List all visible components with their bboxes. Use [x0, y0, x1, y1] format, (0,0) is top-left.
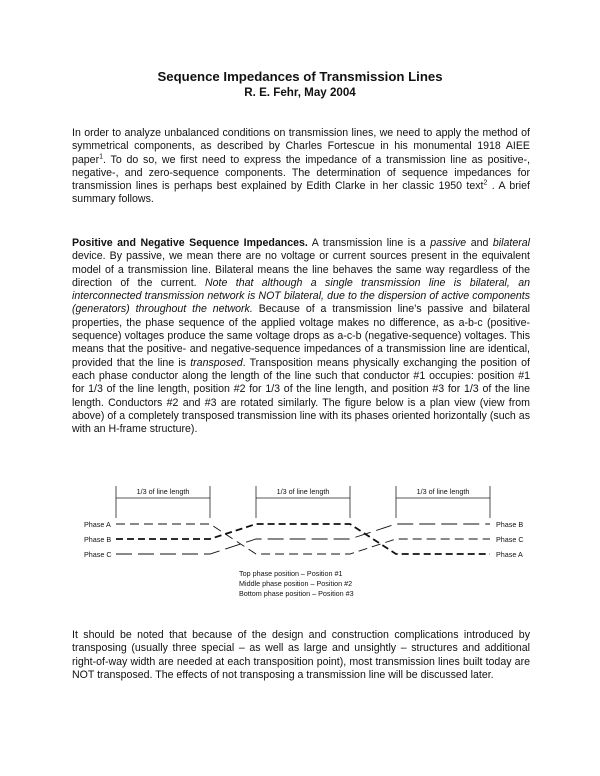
section-text-3: device. By passive, we mean there are no voltage or current sources present in the equivalent model of a transmission line. Bilateral means the line behaves the same way regardless of the direction of the current. — [72, 250, 530, 289]
legend-position-3: Bottom phase position – Position #3 — [239, 589, 354, 598]
term-passive: passive — [430, 237, 467, 249]
page-title: Sequence Impedances of Transmission Lines — [157, 69, 443, 84]
left-label-phase-b: Phase B — [84, 535, 112, 544]
intro-text-3: . A brief summary follows. — [72, 180, 530, 206]
intro-text-1: In order to analyze unbalanced conditions on transmission lines, we need to apply the method of symmetrical components, as described by Charles Fortescue in his monumental 1918 AIEE paper — [72, 127, 530, 166]
segment-label-3: 1/3 of line length — [416, 487, 470, 496]
intro-text-2: . To do so, we first need to express the impedance of a transmission line as positive-, negative-, and zero-sequence components. The determination of sequence impedances for transmission lines is perhaps best explained by Edith Clarke in her classic 1950 text — [72, 153, 530, 193]
transposition-figure — [0, 480, 600, 605]
section-text-2: and — [466, 237, 493, 249]
right-label-phase-c: Phase C — [496, 535, 524, 544]
term-transposed: transposed — [190, 356, 243, 369]
segment-label-2: 1/3 of line length — [276, 487, 330, 496]
reference-2: 2 — [483, 179, 488, 187]
author-line: R. E. Fehr, May 2004 — [244, 86, 356, 99]
network-note: Note that although a single transmission line is bilateral, an interconnected transmission network is NOT bilateral, due to the dispersion of active components (generators) throughout the network. — [72, 276, 531, 316]
section-heading: Positive and Negative Sequence Impedances. — [72, 237, 308, 249]
term-bilateral: bilateral — [492, 237, 530, 249]
legend-position-1: Top phase position – Position #1 — [239, 569, 343, 578]
left-label-phase-c: Phase C — [84, 550, 112, 559]
right-label-phase-a: Phase A — [496, 550, 523, 559]
closing-paragraph: It should be noted that because of the design and construction complications introduced by transposing (usually three special – as well as large and unsightly – structures and additional right-of-way width are needed at each transposition point), most transmission lines built today are NOT transposed. The effects of not transposing a transmission line will be discussed later. — [72, 629, 530, 681]
left-label-phase-a: Phase A — [84, 520, 111, 529]
right-label-phase-b: Phase B — [496, 520, 524, 529]
section-paragraph — [72, 237, 530, 436]
section-text-4: Because of a transmission line’s passive and bilateral properties, the phase sequence of the applied voltage makes no difference, as a-b-c (positive-sequence) voltages produce the same voltage drops as a-c-b (negative-sequence) voltages. This means that the positive- and negative-sequence impedances of a transmission line are identical, provided that the line is — [72, 303, 531, 369]
section-text-1: A transmission line is a — [307, 237, 431, 249]
segment-label-1: 1/3 of line length — [136, 487, 190, 496]
section-text-5: . Transposition means physically exchanging the position of each phase conductor along the length of the line such that conductor #1 occupies: position #1 for 1/3 of the line length, position #2 for 1/3 of the line length, and position #3 for 1/3 of the line length. Conductors #2 and #3 are rotated similarly. The figure below is a plan view (view from above) of a completely transposed transmission line with its phases oriented horizontally (such as with an H-frame structure). — [72, 356, 530, 436]
reference-1: 1 — [99, 153, 104, 161]
intro-paragraph — [72, 127, 530, 207]
legend-position-2: Middle phase position – Position #2 — [239, 579, 353, 588]
